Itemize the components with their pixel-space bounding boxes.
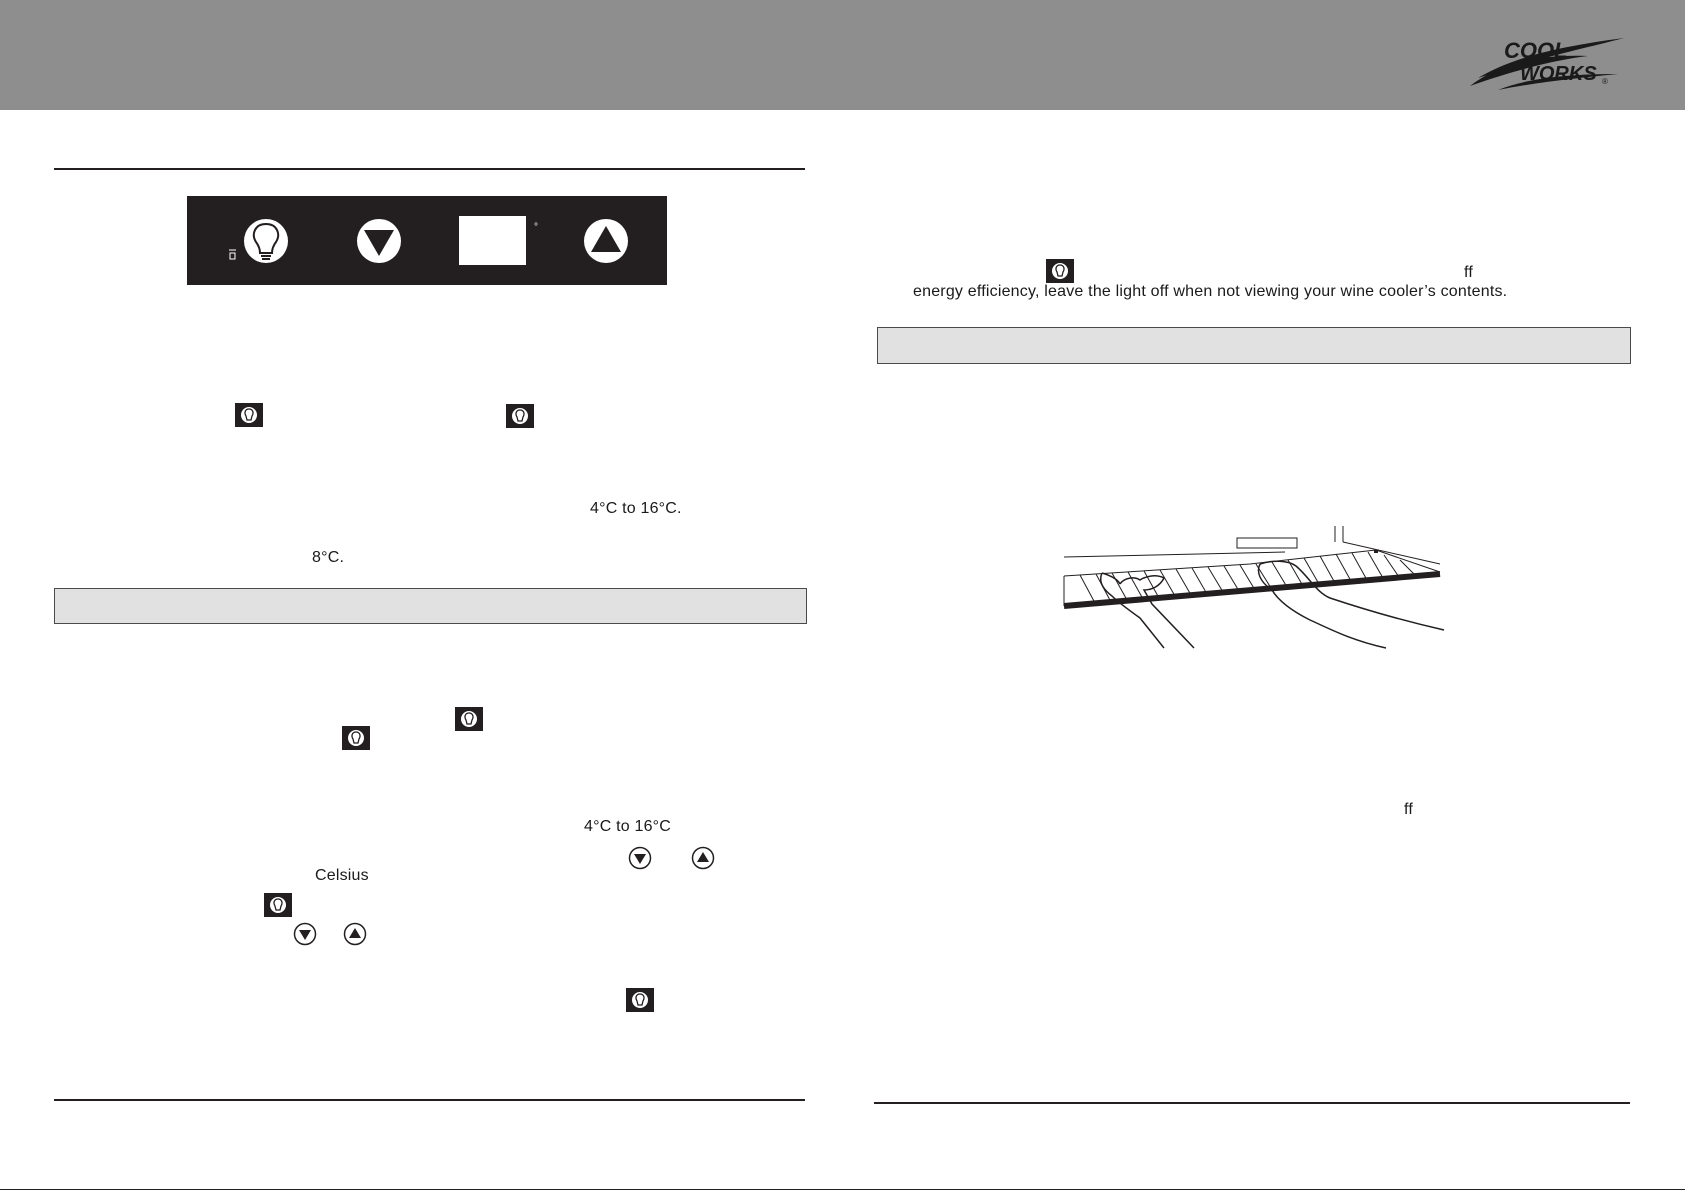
right-section-heading-band bbox=[877, 327, 1631, 364]
svg-text:°: ° bbox=[534, 222, 538, 233]
right-bottom-rule bbox=[874, 1102, 1630, 1104]
lightbulb-icon bbox=[626, 988, 654, 1012]
temperature-range-text: 4°C to 16°C. bbox=[590, 500, 682, 517]
svg-text:COOL: COOL bbox=[1504, 38, 1568, 63]
lightbulb-icon bbox=[455, 707, 483, 731]
svg-text:WORKS: WORKS bbox=[1520, 63, 1597, 85]
shelf-removal-illustration bbox=[1060, 520, 1450, 650]
lock-icon bbox=[229, 250, 236, 259]
up-arrow-icon bbox=[343, 922, 367, 946]
cool-works-logo bbox=[1468, 34, 1628, 92]
energy-efficiency-text: energy efficiency, leave the light off when not viewing your wine cooler’s contents. bbox=[913, 283, 1508, 300]
up-arrow-icon bbox=[691, 846, 715, 870]
header-bar bbox=[0, 0, 1685, 110]
left-section-heading-band bbox=[54, 588, 807, 624]
left-bottom-rule bbox=[54, 1099, 805, 1101]
temperature-range-text: 4°C to 16°C bbox=[584, 818, 672, 835]
default-temperature-text: 8°C. bbox=[312, 549, 345, 566]
control-panel bbox=[187, 196, 667, 285]
lightbulb-icon bbox=[235, 403, 263, 427]
down-arrow-icon bbox=[628, 846, 652, 870]
light-button[interactable] bbox=[244, 219, 288, 263]
up-button[interactable] bbox=[584, 219, 628, 263]
lightbulb-icon bbox=[1046, 259, 1074, 283]
control-panel-graphic bbox=[187, 196, 667, 285]
down-arrow-icon bbox=[293, 922, 317, 946]
lightbulb-icon bbox=[342, 726, 370, 750]
left-top-rule bbox=[54, 168, 805, 170]
lightbulb-icon bbox=[506, 404, 534, 428]
unit-celsius-text: Celsius bbox=[315, 867, 369, 884]
svg-text:®: ® bbox=[1602, 77, 1608, 86]
page-bottom-edge bbox=[0, 1189, 1685, 1190]
ff-fragment: ff bbox=[1404, 801, 1414, 818]
temperature-display bbox=[459, 216, 526, 265]
ff-fragment: ff bbox=[1464, 264, 1474, 281]
lightbulb-icon bbox=[264, 893, 292, 917]
down-button[interactable] bbox=[357, 219, 401, 263]
